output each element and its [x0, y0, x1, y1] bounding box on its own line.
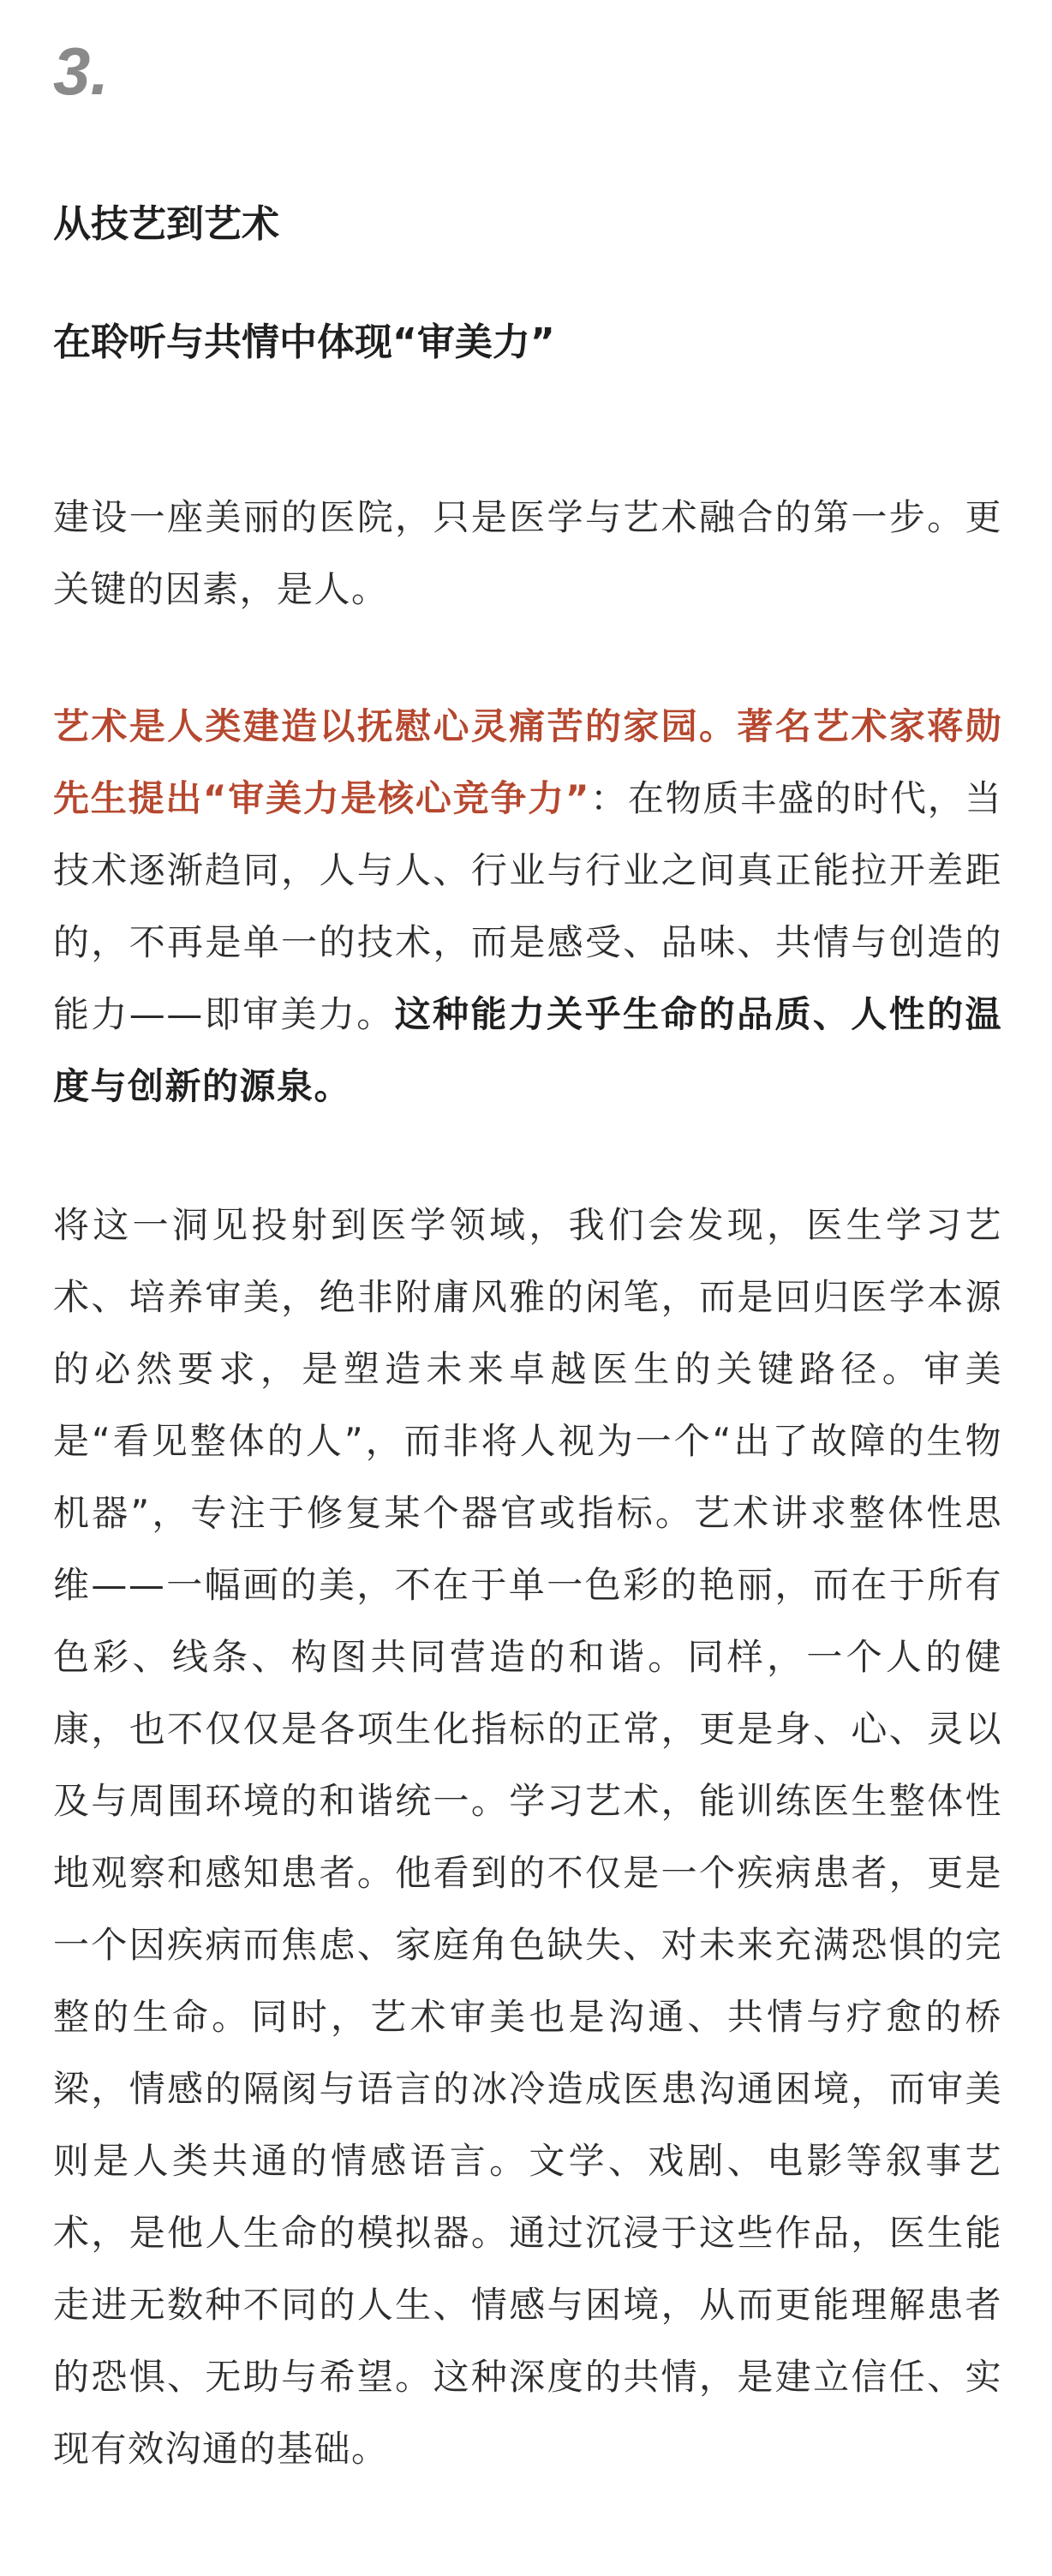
section-title: 从技艺到艺术	[53, 202, 279, 246]
highlight-quote: 艺术是人类建造以抚慰心灵痛苦的家园。著名艺术家蒋勋先生提出“审美力是核心竞争力”	[53, 705, 1002, 819]
paragraph-aesthetics	[53, 691, 1002, 1123]
paragraph-body-text: ：在物质丰盛的时代，当技术逐渐趋同，人与人、行业与行业之间真正能拉开差距的，不再是单一的技术，而是感受、品味、共情与创造的能力——即审美力。	[53, 777, 1002, 1035]
paragraph-medicine: 将这一洞见投射到医学领域，我们会发现，医生学习艺术、培养审美，绝非附庸风雅的闲笔，而是回归医学本源的必然要求，是塑造未来卓越医生的关键路径。审美是“看见整体的人”，而非将人视为一个“出了故障的生物机器”，专注于修复某个器官或指标。艺术讲求整体性思维——一幅画的美，不在于单一色彩的艳丽，而在于所有色彩、线条、构图共同营造的和谐。同样，一个人的健康，也不仅仅是各项生化指标的正常，更是身、心、灵以及与周围环境的和谐统一。学习艺术，能训练医生整体性地观察和感知患者。他看到的不仅是一个疾病患者，更是一个因疾病而焦虑、家庭角色缺失、对未来充满恐惧的完整的生命。同时，艺术审美也是沟通、共情与疗愈的桥梁，情感的隔阂与语言的冰冷造成医患沟通困境，而审美则是人类共通的情感语言。文学、戏剧、电影等叙事艺术，是他人生命的模拟器。通过沉浸于这些作品，医生能走进无数种不同的人生、情感与困境，从而更能理解患者的恐惧、无助与希望。这种深度的共情，是建立信任、实现有效沟通的基础。	[53, 1204, 1002, 2470]
section-number: 3.	[53, 33, 110, 109]
paragraph-intro: 建设一座美丽的医院，只是医学与艺术融合的第一步。更关键的因素，是人。	[53, 496, 1002, 610]
section-subtitle: 在聆听与共情中体现“审美力”	[53, 321, 555, 364]
bold-conclusion: 这种能力关乎生命的品质、人性的温度与创新的源泉。	[53, 993, 1002, 1107]
